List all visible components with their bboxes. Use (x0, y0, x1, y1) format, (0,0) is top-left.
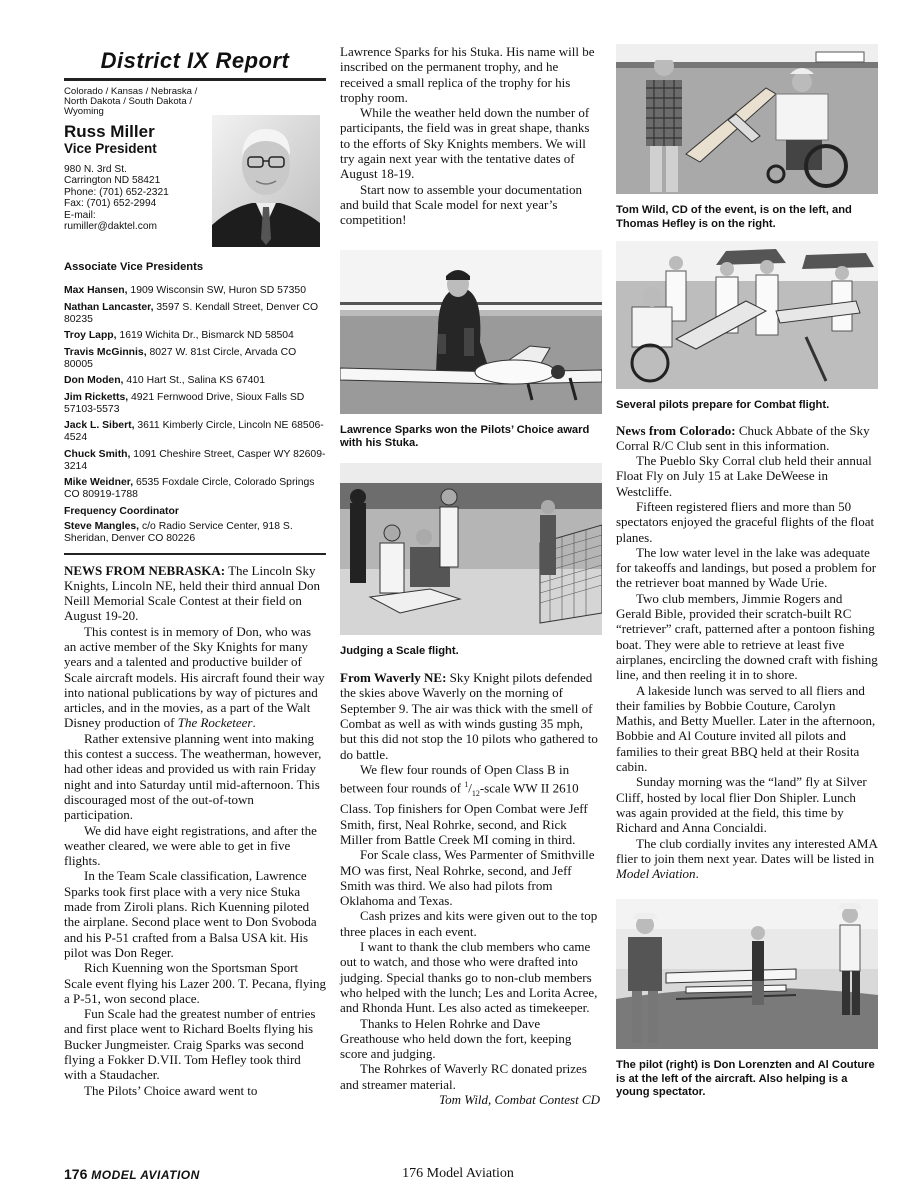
associate-address: 1619 Wichita Dr., Bismarck ND 58504 (116, 330, 294, 341)
associate-name: Jim Ricketts, (64, 391, 129, 403)
nebraska-p2-text: This contest is in memory of Don, who was an active member of the Sky Knights for many years and a talented and productive builder of Scale aircraft models. His aircraft found their way into national publications by way of pictures and articles, and in the movies, as a part of the Walt Disney production of (64, 623, 325, 731)
nebraska-p1-text: The Lincoln Sky Knights, Lincoln NE, held their third annual Don Neill Memorial Scale Contest at their field on August 19-20. (64, 562, 320, 624)
footer-magazine: MODEL AVIATION (91, 1168, 200, 1182)
associate-address: 3611 Kimberly Circle, Lincoln NE 68506-4524 (64, 420, 324, 443)
associate-name: Jack L. Sibert, (64, 420, 135, 431)
associate-name: Nathan Lancaster, (64, 301, 154, 313)
vp-block (64, 87, 326, 247)
associate-entry (64, 330, 326, 342)
associate-name: Travis McGinnis, (64, 346, 147, 358)
vp-phone: Phone: (701) 652-2321 (64, 186, 169, 198)
caption-combat: Several pilots prepare for Combat flight. (616, 399, 830, 411)
waverly-lead: From Waverly NE: (340, 670, 447, 686)
associate-entry (64, 302, 326, 326)
colorado-p8-text: The club cordially invites any interested AMA flier to join them next year. Dates will be listed in (616, 835, 878, 866)
waverly-signature: Tom Wild, Combat Contest CD (439, 1092, 600, 1107)
frequency-coordinator (64, 521, 326, 545)
freq-address: c/o Radio Service Center, 918 S. Sheridan, Denver CO 80226 (64, 520, 293, 544)
associate-name: Mike Weidner, (64, 477, 134, 488)
nebraska-p2-end: . (252, 715, 256, 731)
nebraska-article (64, 563, 326, 1098)
colorado-p4: The low water level in the lake was adequate for takeoffs and landings, but posed a problem for the retriever boat manned by Wade Urie. (616, 544, 877, 591)
caption-pilots-choice: Lawrence Sparks won the Pilots’ Choice award with his Stuka. (340, 423, 590, 450)
associate-address: 4921 Fernwood Drive, Sioux Falls SD 57103-5573 (64, 391, 305, 415)
colorado-p8-end: . (695, 866, 699, 882)
column-3 (616, 44, 878, 1110)
associate-name: Chuck Smith, (64, 448, 131, 460)
section-rule (64, 553, 326, 555)
nebraska-p2 (64, 624, 326, 731)
associate-entry (64, 285, 326, 297)
associate-address: 3597 S. Kendall Street, Denver CO 80235 (64, 301, 319, 325)
associate-entry (64, 477, 326, 501)
fraction-denominator: 12 (471, 789, 480, 799)
waverly-p1-text: Sky Knight pilots defended the skies above Waverly on the morning of September 9. The air was thick with the smell of Combat as well as with winds gusting 35 mph, but this did not stop the 10 pilots who gathered to do battle. (340, 670, 598, 762)
caption-float: The pilot (right) is Don Lorenzten and Al Couture is at the left of the aircraft. Also helping is a young spectator. (616, 1059, 875, 1099)
nebraska-p6: Rich Kuenning won the Sportsman Sport Scale event flying his Lazer 200. T. Pecana, flying a P-51, won second place. (64, 960, 326, 1006)
colorado-p8 (616, 836, 878, 882)
nebraska-p8: The Pilots’ Choice award went to (84, 1082, 258, 1098)
waverly-p2: We flew four rounds of Open Class B in between four rounds of $^1/_{12}$-scale WW II 2610 Class. Top finishers for Open Combat were Jeff Smith, first, Neal Rohrke, second, and Rick Miller from Battle Creek MI coming in third. (340, 761, 588, 847)
waverly-p1 (340, 670, 602, 762)
colorado-p2: The Pueblo Sky Corral club held their annual Float Fly on July 15 at Lake DeWeese in Westcliffe. (616, 453, 872, 499)
combat-photo (616, 241, 878, 389)
column-2 (340, 44, 602, 1107)
column-1 (64, 44, 326, 1098)
nebraska-p9: Lawrence Sparks for his Stuka. His name will be inscribed on the permanent trophy, and he received a small replica of the trophy for his trophy room. (340, 44, 595, 105)
nebraska-p3: Rather extensive planning went into making this contest a success. The weatherman, however, had other ideas and provided us with rain Friday night and into Saturday until mid-afternoon. This discouraged most of the out-of-town participation. (64, 730, 322, 823)
colorado-p3: Fifteen registered fliers and more than 50 spectators enjoyed the graceful flights of the float planes. (616, 498, 875, 545)
footer-center: 176 Model Aviation (402, 1166, 514, 1181)
associate-name: Troy Lapp, (64, 330, 117, 341)
associate-entry (64, 449, 326, 473)
tom-wild-photo (616, 44, 878, 194)
vp-address-2: Carrington ND 58421 (64, 175, 161, 187)
vp-fax: Fax: (701) 652-2994 (64, 198, 157, 210)
fraction-numerator: 1 (464, 780, 469, 790)
nebraska-p1 (64, 563, 326, 624)
vp-name: Russ Miller (64, 122, 155, 141)
associate-address: 6535 Foxdale Circle, Colorado Springs CO 80919-1788 (64, 477, 315, 500)
colorado-lead: News from Colorado: (616, 422, 736, 438)
colorado-p6: A lakeside lunch was served to all fliers and their families by Bobbie Couture, Carolyn Mathis, and Betty Mueller. Later in the afternoon, Bobbie and Al Couture invited all pilots and families to their great BBQ held at their Rosita cabin. (616, 682, 876, 775)
associate-entry (64, 375, 326, 387)
model-aviation-title: Model Aviation (616, 866, 696, 882)
colorado-article (616, 423, 878, 882)
waverly-p6: Thanks to Helen Rohrke and Dave Greathouse who held down the fort, keeping score and judging. (340, 1015, 572, 1062)
district-states: Colorado / Kansas / Nebraska / North Dakota / South Dakota / Wyoming (64, 86, 198, 117)
vp-email-label: E-mail: (64, 209, 96, 221)
associates-list (64, 285, 326, 501)
waverly-p2b: -scale WW II 2610 Class. Top finishers for Open Combat were Jeff Smith, first, Neal Rohrke, second, and Rick Miller from Battle Creek MI coming in third. (340, 780, 588, 847)
freq-name: Steve Mangles, (64, 520, 140, 532)
waverly-p5: I want to thank the club members who came out to watch, and those who were drafted into judging. Special thanks go to non-club members who helped with the lunch; Les and Lorita Acree, and Rhonda Hunt. Les also acted as timekeeper. (340, 939, 598, 1016)
associate-address: 1909 Wisconsin SW, Huron SD 57350 (127, 285, 306, 296)
nebraska-p4: We did have eight registrations, and after the weather cleared, we were able to get in five flights. (64, 822, 317, 869)
nebraska-p11: Start now to assemble your documentation and build that Scale model for next year’s competition! (340, 181, 583, 228)
waverly-p2a: We flew four rounds of Open Class B in between four rounds of (340, 761, 570, 796)
title-rule (64, 78, 326, 81)
nebraska-p7: Fun Scale had the greatest number of entries and first place went to Richard Boelts flying his Bucker Jungmeister. Craig Sparks was second flying a Fokker D.VII. Tom Hefley took third with a Staudacher. (64, 1006, 316, 1083)
associate-entry (64, 392, 326, 416)
colorado-p1 (616, 423, 878, 454)
waverly-p4: Cash prizes and kits were given out to the top three places in each event. (340, 908, 598, 939)
associates-heading: Associate Vice Presidents (64, 261, 204, 273)
float-fly-photo (616, 899, 878, 1049)
waverly-p3: For Scale class, Wes Parmenter of Smithville MO was first, Neal Rohrke, second, and Jeff Smith was third. We also had pilots from Oklahoma and Texas. (340, 847, 595, 909)
stuka-trophy-photo (340, 250, 602, 414)
judging-photo (340, 463, 602, 635)
associate-address: 410 Hart St., Salina KS 67401 (123, 375, 265, 386)
associate-entry (64, 347, 326, 371)
footer-page-number: 176 (64, 1166, 88, 1182)
frequency-heading: Frequency Coordinator (64, 505, 179, 517)
vp-portrait-photo (212, 115, 320, 247)
caption-tom-wild: Tom Wild, CD of the event, is on the left, and Thomas Hefley is on the right. (616, 204, 852, 230)
nebraska-p5: In the Team Scale classification, Lawrence Sparks took first place with a very nice Stuka made from Ziroli plans. Rich Kuenning piloted the airplane. Second place went to Don Svoboda and his P-51 crafted from a Balsa USA kit. His pilot was Don Reger. (64, 868, 317, 960)
caption-judging: Judging a Scale flight. (340, 644, 459, 657)
rocketeer-title: The Rocketeer (177, 715, 253, 731)
vp-address-1: 980 N. 3rd St. (64, 164, 127, 175)
vp-role: Vice President (64, 141, 157, 156)
colorado-p5: Two club members, Jimmie Rogers and Gerald Bible, provided their scratch-built RC “retriever” craft, patterned after a pontoon fishing boat. They were able to retrieve at least five airplanes, encircling the downed craft with fishing line, and then reeling it in to shore. (616, 590, 878, 683)
waverly-p7: The Rohrkes of Waverly RC donated prizes and streamer material. (340, 1061, 587, 1092)
waverly-article (340, 670, 602, 1107)
associate-address: 8027 W. 81st Circle, Arvada CO 80005 (64, 346, 297, 370)
nebraska-article-cont (340, 44, 602, 228)
associate-entry (64, 420, 326, 444)
nebraska-p10: While the weather held down the number of participants, the field was in great shape, thanks to the efforts of Sky Knights members. We will try again next year with the tentative dates of August 18-19. (340, 105, 590, 182)
associate-name: Don Moden, (64, 375, 124, 386)
page-title: District IX Report (100, 48, 290, 73)
associate-address: 1091 Cheshire Street, Casper WY 82609-3214 (64, 448, 326, 472)
nebraska-lead: NEWS FROM NEBRASKA: (64, 562, 226, 578)
colorado-p1-text: Chuck Abbate of the Sky Corral R/C Club sent in this information. (616, 422, 870, 453)
associate-name: Max Hansen, (64, 285, 128, 296)
vp-email: rumiller@daktel.com (64, 221, 157, 233)
colorado-p7: Sunday morning was the “land” fly at Silver Cliff, hosted by local flier Don Shipler. Lunch was again provided at the field, this time by Richard and Anna Concialdi. (616, 774, 867, 836)
